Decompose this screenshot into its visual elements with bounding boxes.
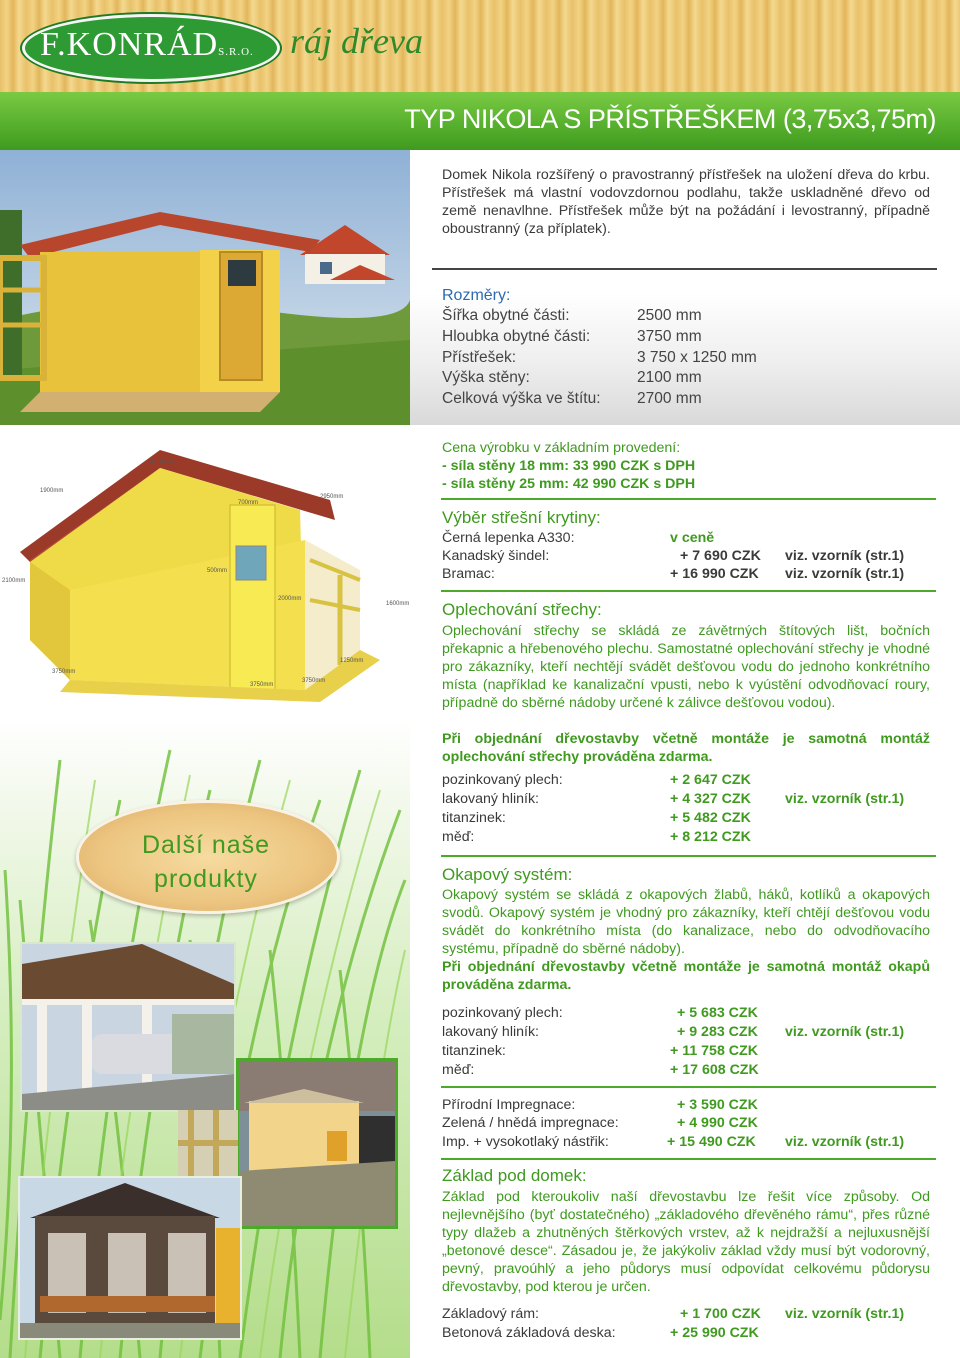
- option-label: Kanadský šindel:: [442, 548, 550, 564]
- option-label: Přírodní Impregnace:: [442, 1097, 576, 1113]
- option-price: + 4 990 CZK: [677, 1115, 758, 1131]
- dimension-row: [442, 306, 702, 327]
- product-thumbnail-carport[interactable]: [20, 942, 236, 1112]
- other-products-line2: produkty: [154, 865, 258, 893]
- option-label: titanzinek:: [442, 810, 506, 826]
- flashing-note: Při objednání dřevostavby včetně montáže je samotná montáž oplechování střechy prováděna zdarma.: [442, 731, 930, 765]
- dimension-value: 3 750 x 1250 mm: [637, 348, 757, 366]
- option-price: + 1 700 CZK: [680, 1306, 761, 1322]
- dim-label: 1600mm: [386, 601, 410, 607]
- dim-label: 3750mm: [52, 669, 76, 675]
- dimension-value: 2700 mm: [637, 390, 702, 408]
- option-label: Černá lepenka A330:: [442, 530, 575, 546]
- dimensions-table: [442, 306, 757, 410]
- option-price: + 25 990 CZK: [670, 1325, 759, 1341]
- option-price: + 5 482 CZK: [670, 810, 751, 826]
- dimension-label: Celková výška ve štítu:: [442, 390, 601, 408]
- foundation-row: [442, 1306, 905, 1322]
- sample-reference[interactable]: viz. vzorník (str.1): [785, 1134, 905, 1150]
- divider: [441, 498, 936, 500]
- gutter-note: Při objednání dřevostavby včetně montáže je samotná montáž okapů prováděna zdarma.: [442, 959, 930, 993]
- dim-label: 500mm: [207, 568, 228, 574]
- foundation-text: Základ pod kteroukoliv naší dřevostavbu lze řešit více způsoby. Od nejlevnějšího (byť dostatečného) „základového dřevěného rámu“, přes různé typy dlažeb a zhutněných štěrkových vrstev, až k nejdražší a nejluxusnější „betonové desce“. Zásadou je, že jakýkoliv základ vždy musí být vodorovný, pevný, pravoúhlý a jeho půdorys musí odpovídat celkovému půdorysu dřevostavby, pod kterou je určen.: [442, 1189, 930, 1295]
- gutter-text: Okapový systém se skládá z okapových žlabů, háků, kotlíků a okapových svodů. Okapový systém je vhodný pro zákazníky, kteří chtějí dešťovou vodu svádět do konkrétního místa (do kanalizace, nebo do odvodňovacího systému, případně do sběrné nádoby).: [442, 887, 930, 957]
- option-price: + 7 690 CZK: [680, 548, 761, 564]
- option-label: Základový rám:: [442, 1306, 539, 1322]
- impregnation-row: [442, 1115, 758, 1131]
- foundation-heading: Základ pod domek:: [442, 1166, 587, 1185]
- option-price: + 17 608 CZK: [670, 1062, 759, 1078]
- divider: [441, 1158, 936, 1160]
- flashing-text: Oplechování střechy se skládá ze závětrných štítových lišt, bočních překapnic a hřebenového plechu. Samostatné oplechování střechy je vhodné pro zákazníky, kteří nechtějí svádět dešťovou vodu do jednoho konkrétního místa (například ke kanalizační vpusti, nebo k vyústění odvodňovací roury, případně do sběrné nádoby určené k zálivce dešťovou vodou).: [442, 623, 930, 711]
- dimension-row: [442, 348, 757, 369]
- dimension-row: [442, 389, 702, 410]
- option-price: + 3 590 CZK: [677, 1097, 758, 1113]
- option-label: měď:: [442, 1062, 475, 1078]
- flashing-row: [442, 829, 751, 845]
- dimension-row: [442, 327, 702, 348]
- foundation-row: [442, 1325, 759, 1341]
- gutter-row: [442, 1043, 758, 1059]
- dimension-row: [442, 368, 702, 389]
- option-label: Betonová základová deska:: [442, 1325, 616, 1341]
- dimension-label: Přístřešek:: [442, 348, 517, 366]
- dim-label: 2950mm: [320, 494, 344, 500]
- sample-reference[interactable]: viz. vzorník (str.1): [785, 566, 905, 582]
- option-price: + 5 683 CZK: [677, 1005, 758, 1021]
- dim-label: 3750mm: [250, 682, 274, 688]
- price-line-25mm: - síla stěny 25 mm: 42 990 CZK s DPH: [442, 476, 696, 492]
- impregnation-row: [442, 1134, 905, 1150]
- option-label: titanzinek:: [442, 1043, 506, 1059]
- impregnation-row: [442, 1097, 758, 1113]
- dim-label: 3750mm: [302, 678, 326, 684]
- dimension-diagram: [0, 440, 410, 730]
- option-price: + 11 758 CZK: [670, 1043, 758, 1059]
- option-label: měď:: [442, 829, 475, 845]
- option-price: + 4 327 CZK: [670, 791, 751, 807]
- roofing-heading: Výběr střešní krytiny:: [442, 508, 601, 527]
- flashing-row: [442, 791, 905, 807]
- other-products-line1: Další naše: [141, 831, 271, 859]
- dimension-value: 2500 mm: [637, 307, 702, 324]
- gutter-row: [442, 1062, 759, 1078]
- other-products-label: [96, 828, 316, 896]
- product-thumbnail-wood-shed[interactable]: [18, 1176, 242, 1340]
- dimension-value: 3750 mm: [637, 327, 702, 345]
- dimension-label: Šířka obytné části:: [442, 307, 570, 324]
- dim-label: 2000mm: [278, 596, 302, 602]
- dim-label: 2100mm: [2, 578, 26, 584]
- price-line-18mm: - síla stěny 18 mm: 33 990 CZK s DPH: [442, 458, 696, 474]
- roofing-row: [442, 530, 715, 546]
- sample-reference[interactable]: viz. vzorník (str.1): [785, 1306, 905, 1322]
- page-title: TYP NIKOLA S PŘÍSTŘEŠKEM (3,75x3,75m): [404, 104, 936, 134]
- option-label: Zelená / hnědá impregnace:: [442, 1115, 619, 1131]
- price-heading: Cena výrobku v základním provedení:: [442, 440, 681, 456]
- dimensions-divider: [432, 268, 937, 270]
- option-label: lakovaný hliník:: [442, 1024, 539, 1040]
- product-photo: [0, 150, 410, 425]
- option-price: + 15 490 CZK: [667, 1134, 756, 1150]
- dimension-value: 2100 mm: [637, 369, 702, 387]
- dim-label: 1900mm: [40, 488, 64, 494]
- flashing-row: [442, 810, 751, 826]
- product-thumbnail-garden-house[interactable]: [236, 1058, 398, 1229]
- flashing-heading: Oplechování střechy:: [442, 600, 602, 619]
- roofing-row: [442, 566, 905, 582]
- gutter-heading: Okapový systém:: [442, 865, 573, 884]
- divider: [441, 590, 936, 592]
- option-label: Imp. + vysokotlaký nástřik:: [442, 1134, 609, 1150]
- option-price: + 8 212 CZK: [670, 829, 751, 845]
- option-price: + 9 283 CZK: [677, 1024, 758, 1040]
- gutter-row: [442, 1024, 905, 1040]
- divider: [441, 1086, 936, 1088]
- dimensions-heading: Rozměry:: [442, 287, 511, 304]
- option-label: Bramac:: [442, 566, 495, 582]
- slogan: ráj dřeva: [290, 21, 423, 61]
- dim-label: 4150mm: [150, 460, 174, 466]
- option-price: + 2 647 CZK: [670, 772, 751, 788]
- sample-reference[interactable]: viz. vzorník (str.1): [785, 548, 905, 564]
- dim-label: 1250mm: [340, 658, 364, 664]
- logo-text: F.KONRÁDS.R.O.: [40, 26, 254, 63]
- divider: [441, 855, 936, 857]
- sample-reference[interactable]: viz. vzorník (str.1): [785, 791, 905, 807]
- gutter-row: [442, 1005, 758, 1021]
- flashing-row: [442, 772, 751, 788]
- option-label: lakovaný hliník:: [442, 791, 539, 807]
- option-price: + 16 990 CZK: [670, 566, 759, 582]
- intro-text: Domek Nikola rozšířený o pravostranný přístřešek na uložení dřeva do krbu. Přístřešek má vlastní vodovzdornou podlahu, takže uskladněné dřevo od země nenavlhne. Přístřešek může být na požádání i levostranný, případně oboustranný (za příplatek).: [442, 167, 930, 237]
- option-label: pozinkovaný plech:: [442, 772, 563, 788]
- dim-label: 700mm: [238, 500, 259, 506]
- dimension-label: Výška stěny:: [442, 369, 530, 387]
- sample-reference[interactable]: viz. vzorník (str.1): [785, 1024, 905, 1040]
- option-price: v ceně: [670, 530, 715, 546]
- dimension-label: Hloubka obytné části:: [442, 327, 591, 345]
- roofing-row: [442, 548, 905, 564]
- option-label: pozinkovaný plech:: [442, 1005, 563, 1021]
